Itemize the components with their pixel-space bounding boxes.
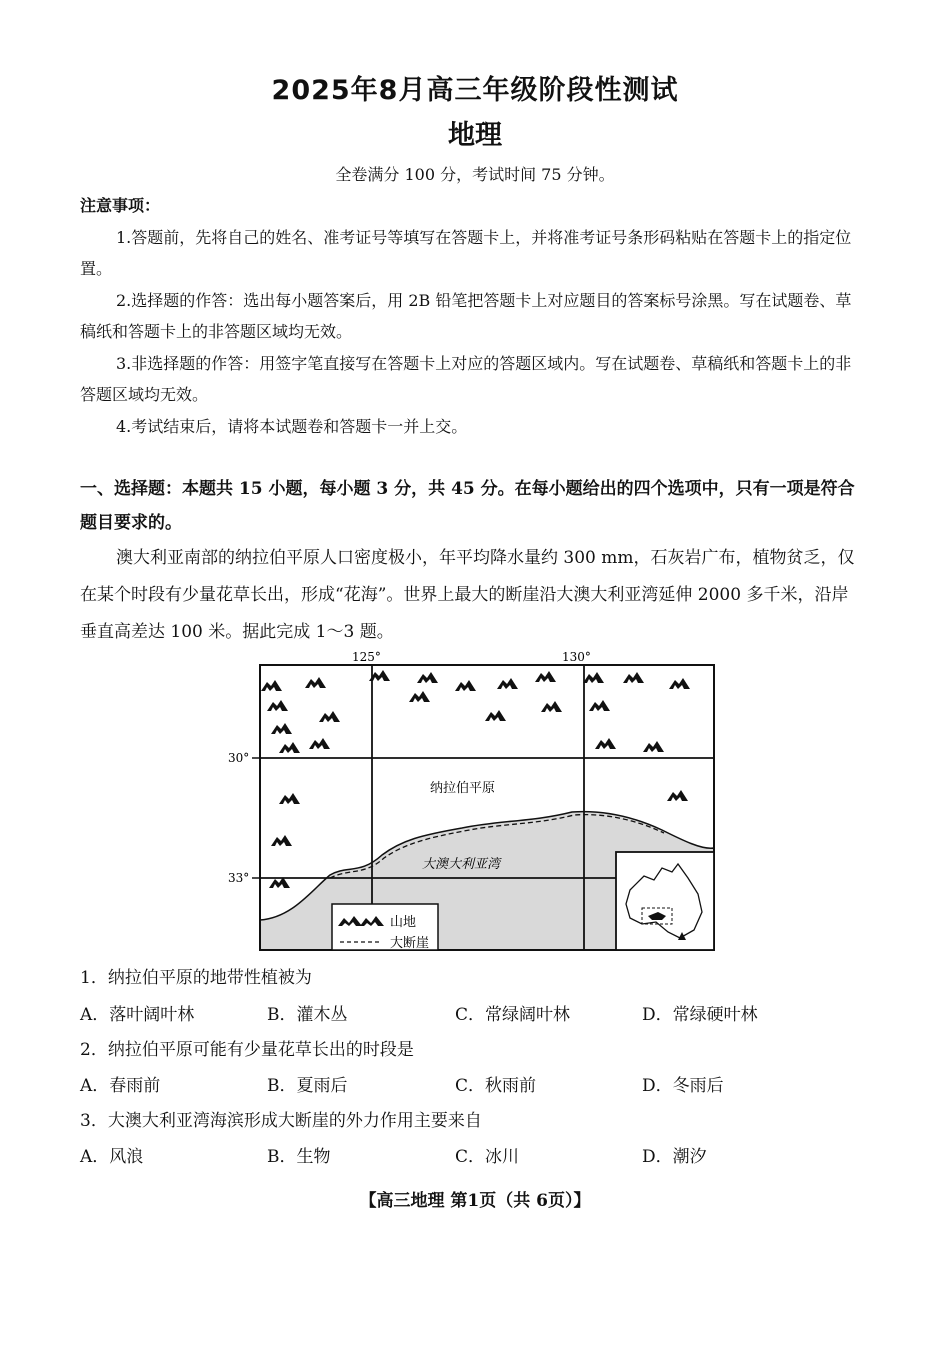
exam-title: 2025年8月高三年级阶段性测试 <box>271 75 679 106</box>
option-d: D．潮汐 <box>642 1147 707 1167</box>
lon-label: 130° <box>562 650 591 664</box>
mountain-icon <box>271 723 292 734</box>
mountain-icon <box>669 678 690 689</box>
option-b: B．夏雨后 <box>267 1076 348 1096</box>
option-c: C．秋雨前 <box>455 1076 537 1096</box>
question-stem: 1．纳拉伯平原的地带性植被为 <box>80 968 312 988</box>
notice-item: 4.考试结束后，请将本试题卷和答题卡一并上交。 <box>116 417 468 436</box>
mountain-icon <box>279 793 300 804</box>
score-line: 全卷满分 100 分，考试时间 75 分钟。 <box>335 165 615 184</box>
mountain-icon <box>409 691 430 702</box>
notice-item: 2.选择题的作答：选出每小题答案后，用 2B 铅笔把答题卡上对应题目的答案标号涂黑。写在试题卷、草稿纸和答题卡上的非答题区域均无效。 <box>80 291 852 341</box>
mountain-icon <box>643 741 664 752</box>
page-footer: 【高三地理 第1页（共 6页）】 <box>359 1191 591 1211</box>
mountain-icon <box>319 711 340 722</box>
mountain-icon <box>485 710 506 721</box>
mountain-icon <box>271 835 292 846</box>
question-stem: 3．大澳大利亚湾海滨形成大断崖的外力作用主要来自 <box>80 1111 482 1131</box>
section-heading: 一、选择题：本题共 15 小题，每小题 3 分，共 45 分。在每小题给出的四个选项中，只有一项是符合题目要求的。 <box>80 479 855 533</box>
notice-item: 3.非选择题的作答：用签字笔直接写在答题卡上对应的答题区域内。写在试题卷、草稿纸和答题卡上的非答题区域均无效。 <box>80 354 852 404</box>
option-d: D．冬雨后 <box>642 1076 724 1096</box>
plain-label: 纳拉伯平原 <box>430 781 496 796</box>
mountain-icon <box>541 701 562 712</box>
option-b: B．灌木丛 <box>267 1005 348 1025</box>
lon-label: 125° <box>352 650 381 664</box>
mountain-icon <box>455 680 476 691</box>
subject-title: 地理 <box>448 120 502 151</box>
option-c: C．冰川 <box>455 1147 520 1167</box>
mountain-icon <box>309 738 330 749</box>
mountain-icon <box>497 678 518 689</box>
bay-label: 大澳大利亚湾 <box>422 857 501 872</box>
mountain-icon <box>267 700 288 711</box>
mountain-icon <box>305 677 326 688</box>
lat-label: 33° <box>228 871 250 885</box>
option-a: A．春雨前 <box>80 1076 161 1096</box>
question-stem: 2．纳拉伯平原可能有少量花草长出的时段是 <box>80 1040 414 1060</box>
mountain-icon <box>667 790 688 801</box>
mountain-icon <box>623 672 644 683</box>
legend-mountain-label: 山地 <box>390 915 417 930</box>
option-a: A．风浪 <box>80 1147 144 1167</box>
material-intro: 澳大利亚南部的纳拉伯平原人口密度极小，年平均降水量约 300 mm，石灰岩广布，植物贫乏，仅在某个时段有少量花草长出，形成“花海”。世界上最大的断崖沿大澳大利亚湾延伸 2000 多千米，沿岸垂直高差达 100 米。据此完成 1～3 题。 <box>80 548 855 642</box>
mountain-icon <box>595 738 616 749</box>
notice-heading: 注意事项： <box>80 196 161 215</box>
lat-label: 30° <box>228 751 250 765</box>
mountain-icon <box>417 672 438 683</box>
mountain-icon <box>279 742 300 753</box>
mountain-icon <box>535 671 556 682</box>
option-d: D．常绿硬叶林 <box>642 1005 758 1025</box>
mountain-icon <box>261 680 282 691</box>
option-b: B．生物 <box>267 1147 331 1167</box>
option-a: A．落叶阔叶林 <box>80 1005 195 1025</box>
nullarbor-map <box>228 650 722 955</box>
mountain-icon <box>583 672 604 683</box>
mountain-icon <box>589 700 610 711</box>
legend-cliff-label: 大断崖 <box>390 936 430 951</box>
option-c: C．常绿阔叶林 <box>455 1005 571 1025</box>
notice-item: 1.答题前，先将自己的姓名、准考证号等填写在答题卡上，并将准考证号条形码粘贴在答题卡上的指定位置。 <box>80 228 852 278</box>
